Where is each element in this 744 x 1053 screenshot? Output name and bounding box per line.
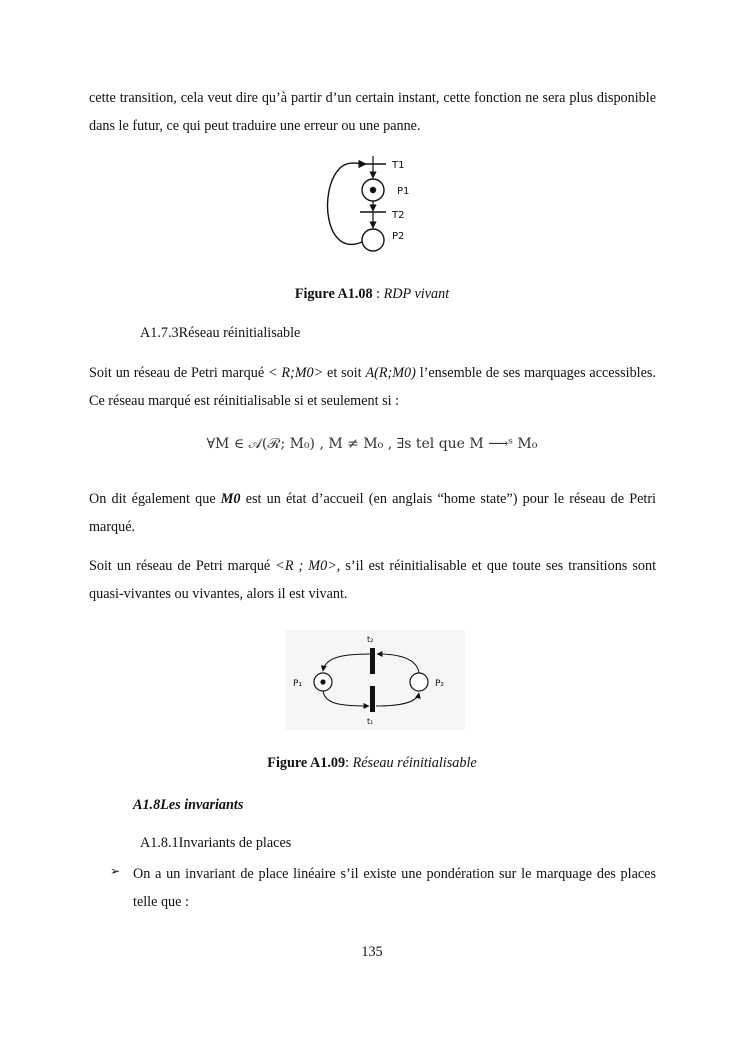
- text-segment: s’il est réinitialisable et que toute ses transitions sont quasi-vivantes ou vivantes, alors il est vivant.: [89, 558, 657, 602]
- bullet-item: On a un invariant de place linéaire s’il existe une pondération sur le marquage des places telle que :: [133, 866, 656, 910]
- figure-title: RDP vivant: [383, 286, 450, 302]
- label-t1: t₁: [367, 717, 374, 726]
- figure-label: Figure A1.08: [294, 286, 373, 302]
- figure-caption-a1-08: [0, 285, 744, 303]
- label-t2: T2: [392, 210, 405, 221]
- caption-separator: :: [345, 755, 353, 771]
- label-t2: t₂: [367, 635, 374, 644]
- section-heading-reseau-reinitialisable: A1.7.3Réseau réinitialisable: [140, 325, 301, 341]
- label-p2: P2: [392, 231, 405, 242]
- paragraph-definition: [89, 359, 656, 415]
- text-segment: On dit également que: [89, 491, 221, 507]
- transition-t1: [370, 686, 375, 712]
- loop-arc: [328, 163, 366, 244]
- label-p1: P1: [397, 186, 410, 197]
- figure-label: Figure A1.09: [267, 755, 346, 771]
- bold-italic-term: M0: [220, 491, 241, 507]
- italic-term: <R ; M0>,: [275, 558, 341, 574]
- paragraph-vivant: [89, 552, 656, 608]
- label-t1: T1: [392, 160, 405, 171]
- token-p1: [320, 679, 325, 684]
- text-segment: Soit un réseau de Petri marqué: [89, 365, 268, 381]
- italic-term: A(R;M0): [365, 365, 416, 381]
- token-p1: [370, 187, 376, 193]
- label-p2: P₂: [435, 679, 445, 689]
- transition-t2: [370, 648, 375, 674]
- label-p1: P₁: [293, 679, 303, 689]
- caption-separator: :: [372, 286, 384, 302]
- paragraph-home-state: [89, 485, 656, 541]
- place-p2: [362, 229, 384, 251]
- bullet-arrow-icon: ➢: [110, 864, 121, 878]
- place-p2: [410, 673, 428, 691]
- page-number: 135: [361, 944, 383, 960]
- figure-title: Réseau réinitialisable: [352, 755, 477, 771]
- text-segment: est un état d’accueil (en anglais “home state”) pour le réseau de Petri marqué.: [89, 491, 656, 535]
- figure-rdp-vivant: [320, 150, 430, 262]
- text-segment: et soit: [323, 365, 366, 381]
- formula-reinitialisable: ∀M ∈ 𝒜(ℛ; M₀) , M ≠ M₀ , ∃s tel que M ⟶ˢ M₀: [206, 436, 538, 452]
- section-heading-invariants: A1.8Les invariants: [133, 797, 244, 813]
- paragraph-intro: cette transition, cela veut dire qu’à partir d’un certain instant, cette fonction ne sera plus disponible dans le futur, ce qui peut traduire une erreur ou une panne.: [89, 90, 656, 134]
- figure-reseau-reinitialisable: [285, 630, 465, 730]
- figure-caption-a1-09: [0, 754, 744, 772]
- italic-term: < R;M0>: [267, 365, 324, 381]
- text-segment: l’ensemble de ses marquages accessibles. Ce réseau marqué est réinitialisable si et seulement si :: [89, 365, 656, 409]
- text-segment: Soit un réseau de Petri marqué: [89, 558, 276, 574]
- section-heading-invariants-places: A1.8.1Invariants de places: [140, 835, 292, 851]
